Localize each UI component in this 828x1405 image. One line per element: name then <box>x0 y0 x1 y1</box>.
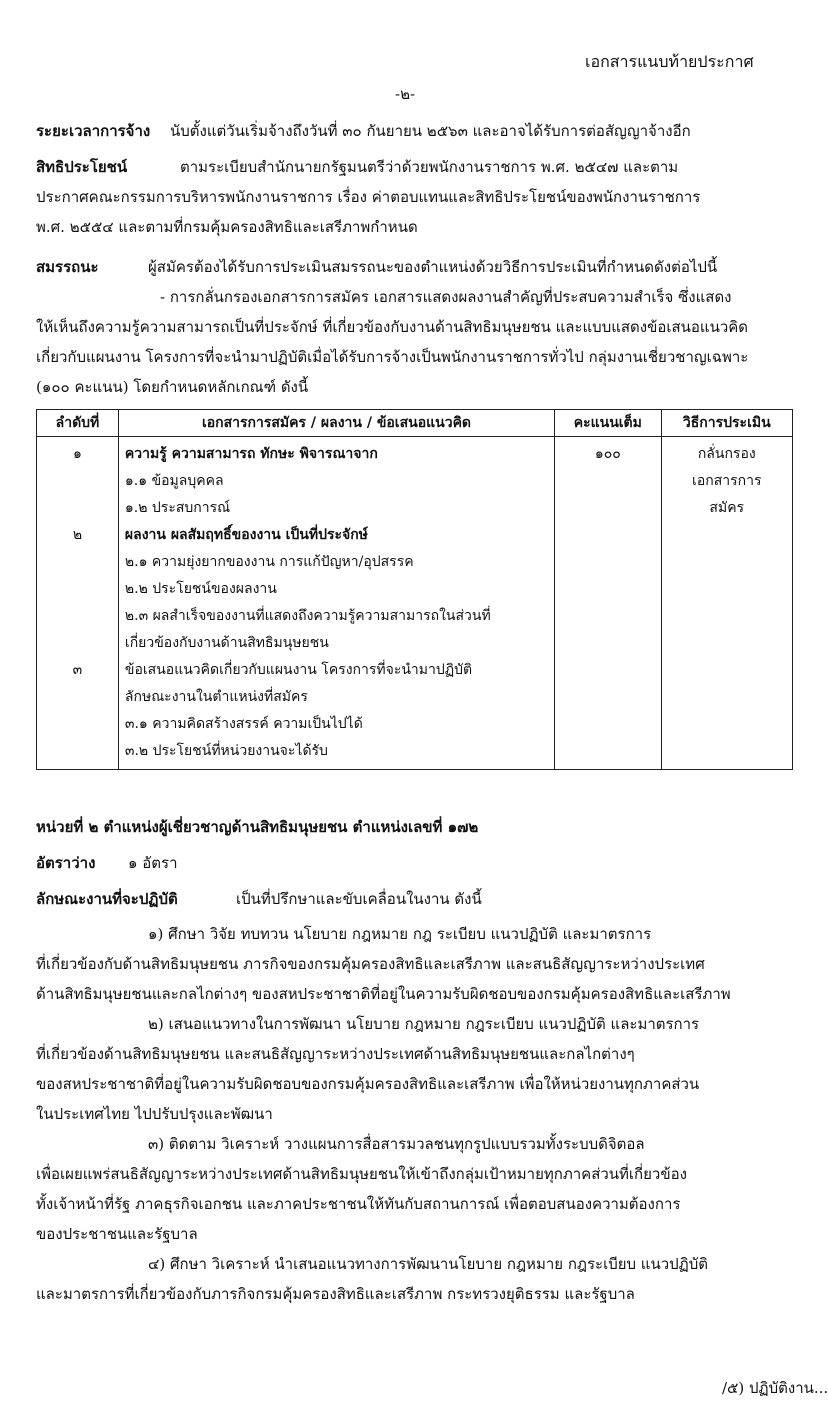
criteria-item: ๒.๒ ประโยชน์ของผลงาน <box>124 581 277 597</box>
table-header-full-score: คะแนนเต็ม <box>555 410 661 437</box>
vacancy-value: ๑ อัตรา <box>128 854 178 872</box>
full-score-value: ๑๐๐ <box>594 446 621 462</box>
method-line: กลั่นกรอง <box>697 446 756 462</box>
criteria-item: ข้อเสนอแนวคิดเกี่ยวกับแผนงาน โครงการที่จะนำมาปฏิบัติ <box>124 662 473 678</box>
row-number: ๑ <box>73 446 82 462</box>
duty-item-start: ๒) เสนอแนวทางในการพัฒนา นโยบาย กฎหมาย กฎระเบียบ แนวปฏิบัติ และมาตรการ <box>148 1015 700 1033</box>
duty-item-line: เพื่อเผยแพร่สนธิสัญญาระหว่างประเทศด้านสิทธิมนุษยชนให้เข้าถึงกลุ่มเป้าหมายทุกภาคส่วนที่เกี่ยวข้อง <box>36 1165 687 1183</box>
table-header-documents: เอกสารการสมัคร / ผลงาน / ข้อเสนอแนวคิด <box>118 410 554 437</box>
duty-item-start: ๓) ติดตาม วิเคราะห์ วางแผนการสื่อสารมวลชนทุกรูปแบบรวมทั้งระบบดิจิตอล <box>148 1135 645 1153</box>
competency-label: สมรรถนะ <box>36 258 99 276</box>
duty-item-line: ด้านสิทธิมนุษยชนและกลไกต่างๆ ของสหประชาชาติที่อยู่ในความรับผิดชอบของกรมคุ้มครองสิทธิและเสรีภาพ <box>36 985 731 1003</box>
criteria-heading: ความรู้ ความสามารถ ทักษะ พิจารณาจาก <box>124 446 378 462</box>
criteria-heading: ผลงาน ผลสัมฤทธิ์ของงาน เป็นที่ประจักษ์ <box>124 527 368 543</box>
row-number <box>43 468 112 495</box>
method-line: สมัคร <box>709 500 745 516</box>
vacancy-label: อัตราว่าง <box>36 854 96 872</box>
row-number <box>43 711 112 738</box>
full-score-column <box>555 437 661 770</box>
evaluation-table <box>36 409 793 770</box>
order-column <box>37 437 119 770</box>
duty-item-start: ๔) ศึกษา วิเคราะห์ นำเสนอแนวทางการพัฒนานโยบาย กฎหมาย กฎระเบียบ แนวปฏิบัติ <box>148 1255 709 1273</box>
page-number: -๒- <box>395 85 416 103</box>
table-header-order: ลำดับที่ <box>37 410 119 437</box>
competency-line: เกี่ยวกับแผนงาน โครงการที่จะนำมาปฏิบัติเมื่อได้รับการจ้างเป็นพนักงานราชการทั่วไป กลุ่มงานเชี่ยวชาญเฉพาะ <box>36 348 749 366</box>
benefits-label: สิทธิประโยชน์ <box>36 158 128 176</box>
benefits-line: ตามระเบียบสำนักนายกรัฐมนตรีว่าด้วยพนักงานราชการ พ.ศ. ๒๕๔๗ และตาม <box>180 158 679 176</box>
criteria-item: ๒.๑ ความยุ่งยากของงาน การแก้ปัญหา/อุปสรรค <box>124 554 414 570</box>
criteria-item: ๑.๑ ข้อมูลบุคคล <box>124 473 224 489</box>
row-number: ๒ <box>72 527 83 543</box>
duties-label: ลักษณะงานที่จะปฏิบัติ <box>36 890 178 908</box>
criteria-item: ๓.๒ ประโยชน์ที่หน่วยงานจะได้รับ <box>124 743 328 759</box>
criteria-item: ๒.๓ ผลสำเร็จของงานที่แสดงถึงความรู้ความสามารถในส่วนที่ <box>124 608 491 624</box>
benefits-line: ประกาศคณะกรรมการบริหารพนักงานราชการ เรื่อง ค่าตอบแทนและสิทธิประโยชน์ของพนักงานราชการ <box>36 188 701 206</box>
table-header-row <box>37 410 793 437</box>
competency-line: (๑๐๐ คะแนน) โดยกำหนดหลักเกณฑ์ ดังนี้ <box>36 378 309 396</box>
competency-line: ให้เห็นถึงความรู้ความสามารถเป็นที่ประจักษ์ ที่เกี่ยวข้องกับงานด้านสิทธิมนุษยชน และแบบแสดงข้อเสนอแนวคิด <box>36 318 749 336</box>
duty-item-line: ที่เกี่ยวข้องด้านสิทธิมนุษยชน และสนธิสัญญาระหว่างประเทศด้านสิทธิมนุษยชนและกลไกต่างๆ <box>36 1045 635 1063</box>
continued-note: /๕) ปฏิบัติงาน... <box>722 1379 828 1397</box>
duty-item-line: ในประเทศไทย ไปปรับปรุงและพัฒนา <box>36 1105 273 1123</box>
method-column <box>661 437 792 770</box>
duty-item-line: ของประชาชนและรัฐบาล <box>36 1225 198 1243</box>
row-number <box>43 549 112 576</box>
row-number <box>43 495 112 522</box>
row-number: ๓ <box>72 662 83 678</box>
employment-period-text: นับตั้งแต่วันเริ่มจ้างถึงวันที่ ๓๐ กันยายน ๒๕๖๓ และอาจได้รับการต่อสัญญาจ้างอีก <box>170 122 691 140</box>
criteria-item: ๓.๑ ความคิดสร้างสรรค์ ความเป็นไปได้ <box>124 716 363 732</box>
benefits-line: พ.ศ. ๒๕๕๔ และตามที่กรมคุ้มครองสิทธิและเสรีภาพกำหนด <box>36 218 418 236</box>
row-number <box>43 603 112 630</box>
table-header-method: วิธีการประเมิน <box>661 410 792 437</box>
duty-item-line: ของสหประชาชาติที่อยู่ในความรับผิดชอบของกรมคุ้มครองสิทธิและเสรีภาพ เพื่อให้หน่วยงานทุกภาคส่วน <box>36 1075 700 1093</box>
duty-item-line: และมาตรการที่เกี่ยวข้องกับภารกิจกรมคุ้มครองสิทธิและเสรีภาพ กระทรวงยุติธรรม และรัฐบาล <box>36 1285 635 1303</box>
row-number <box>43 684 112 711</box>
criteria-item: ๑.๒ ประสบการณ์ <box>124 500 231 516</box>
duty-item-line: ทั้งเจ้าหน้าที่รัฐ ภาคธุรกิจเอกชน และภาคประชาชนให้ทันกับสถานการณ์ เพื่อตอบสนองความต้องการ <box>36 1195 681 1213</box>
duties-intro: เป็นที่ปรึกษาและขับเคลื่อนในงาน ดังนี้ <box>236 890 482 908</box>
duty-item-start: ๑) ศึกษา วิจัย ทบทวน นโยบาย กฎหมาย กฎ ระเบียบ แนวปฏิบัติ และมาตรการ <box>148 925 652 943</box>
employment-period-label: ระยะเวลาการจ้าง <box>36 122 151 140</box>
header-note: เอกสารแนบท้ายประกาศ <box>585 52 754 71</box>
competency-line: - การกลั่นกรองเอกสารการสมัคร เอกสารแสดงผลงานสำคัญที่ประสบความสำเร็จ ซึ่งแสดง <box>160 288 732 306</box>
duty-item-line: ที่เกี่ยวข้องกับด้านสิทธิมนุษยชน ภารกิจของกรมคุ้มครองสิทธิและเสรีภาพ และสนธิสัญญาระหว่างประเทศ <box>36 955 705 973</box>
row-number <box>43 738 112 765</box>
method-line: เอกสารการ <box>692 473 762 489</box>
row-number <box>43 630 112 657</box>
row-number <box>43 576 112 603</box>
criteria-item: เกี่ยวข้องกับงานด้านสิทธิมนุษยชน <box>124 635 329 651</box>
unit-heading: หน่วยที่ ๒ ตำแหน่งผู้เชี่ยวชาญด้านสิทธิมนุษยชน ตำแหน่งเลขที่ ๑๗๒ <box>36 818 479 836</box>
criteria-item: ลักษณะงานในตำแหน่งที่สมัคร <box>124 689 308 705</box>
table-row <box>37 437 793 770</box>
competency-line: ผู้สมัครต้องได้รับการประเมินสมรรถนะของตำแหน่งด้วยวิธีการประเมินที่กำหนดดังต่อไปนี้ <box>148 258 718 276</box>
criteria-column <box>118 437 554 770</box>
